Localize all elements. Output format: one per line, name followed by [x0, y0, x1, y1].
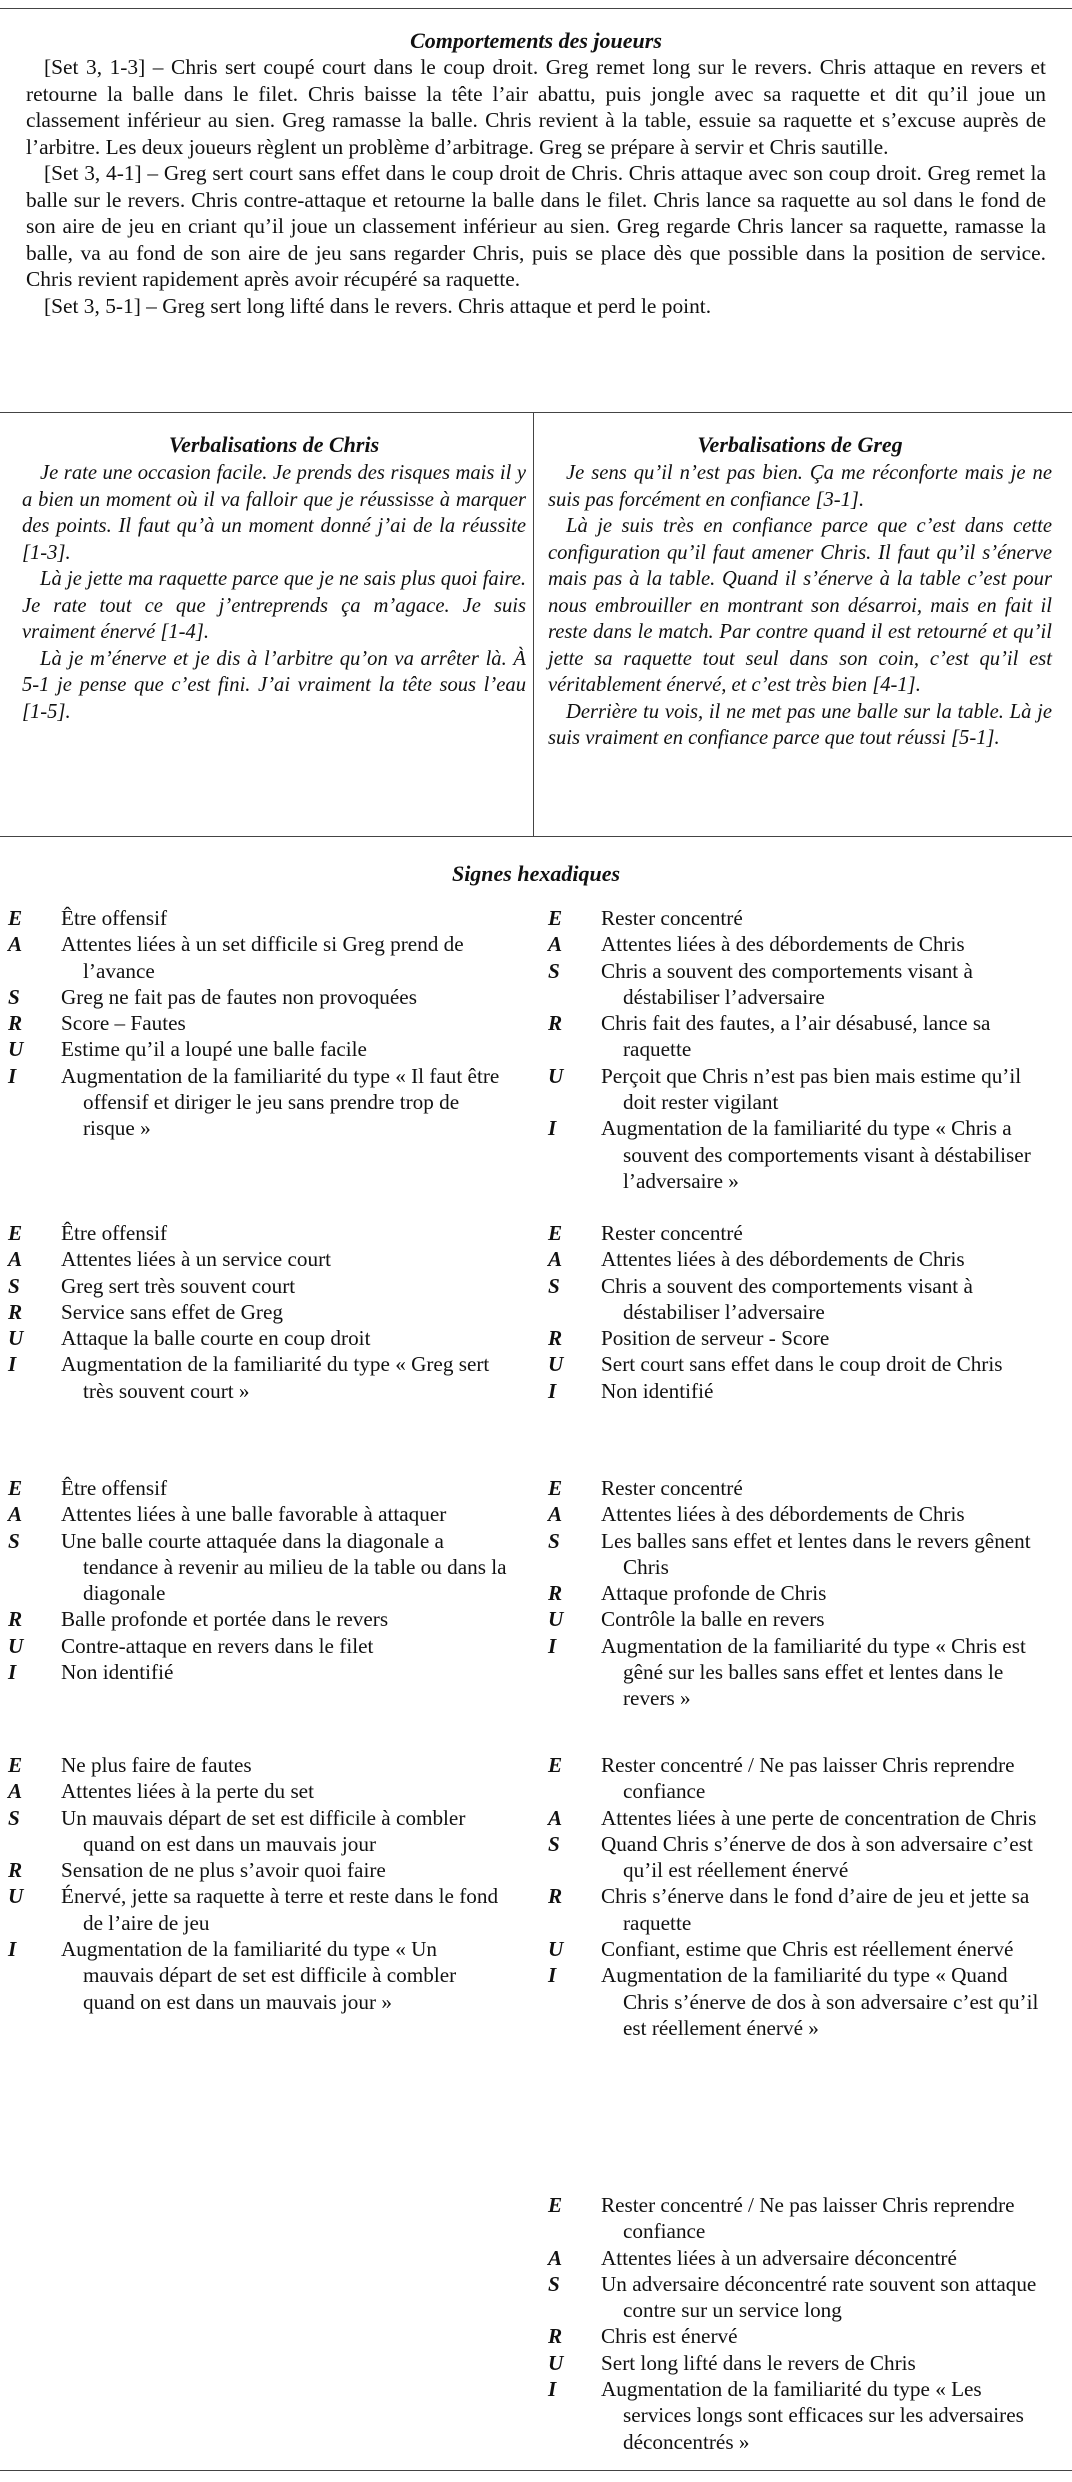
sign-row — [548, 905, 1048, 931]
sign-text: Attentes liées à une perte de concentration de Chris — [601, 1805, 1037, 1830]
sign-text: Contrôle la balle en revers — [601, 1607, 825, 1632]
greg-verbalisations — [548, 432, 1052, 752]
sign-text: Chris a souvent des comportements visant à déstabiliser l’adversaire — [601, 1273, 973, 1324]
sign-row — [8, 1299, 508, 1325]
sign-letter: U — [8, 1037, 24, 1062]
sign-text: Non identifié — [61, 1660, 174, 1685]
sign-letter: E — [548, 1221, 563, 1245]
sign-letter: R — [8, 1299, 23, 1324]
chris-sign-block — [8, 1752, 508, 2015]
signs-section — [0, 861, 1072, 887]
greg-sign-block — [548, 905, 1048, 1194]
chris-sign-block — [8, 1475, 508, 1685]
sign-row — [548, 1962, 1048, 2041]
sign-letter: S — [548, 1831, 560, 1856]
sign-letter: A — [8, 1502, 23, 1527]
sign-row — [548, 1883, 1048, 1936]
sign-letter: A — [8, 1779, 23, 1804]
sign-text: Chris a souvent des comportements visant à déstabiliser l’adversaire — [601, 958, 973, 1009]
sign-text: Augmentation de la familiarité du type « Chris est gêné sur les balles sans effet et lentes dans le revers » — [601, 1633, 1026, 1711]
sign-row — [8, 1936, 508, 2015]
sign-text: Attentes liées à la perte du set — [61, 1779, 314, 1804]
sign-letter: R — [8, 1858, 23, 1883]
sign-letter: S — [8, 1273, 20, 1298]
sign-text: Augmentation de la familiarité du type « Quand Chris s’énerve de dos à son adversaire c’est qu’il est réellement énervé » — [601, 1963, 1039, 2040]
sign-text: Sert court sans effet dans le coup droit de Chris — [601, 1352, 1003, 1377]
chris-verbalisations-title: Verbalisations de Chris — [168, 432, 380, 457]
sign-text: Les balles sans effet et lentes dans le revers gênent Chris — [601, 1528, 1031, 1579]
sign-letter: U — [8, 1884, 24, 1909]
sign-letter: I — [548, 1963, 557, 1988]
sign-letter: E — [548, 1753, 563, 1777]
sign-text: Augmentation de la familiarité du type « Il faut être offensif et diriger le jeu sans prendre trop de risque » — [61, 1063, 500, 1141]
sign-text: Rester concentré / Ne pas laisser Chris reprendre confiance — [601, 1753, 1015, 1804]
sign-row — [548, 1273, 1048, 1326]
sign-row — [548, 2376, 1048, 2455]
sign-letter: U — [548, 1937, 564, 1962]
sign-row — [8, 984, 508, 1010]
sign-row — [8, 1246, 508, 1272]
sign-letter: E — [548, 1476, 563, 1500]
sign-letter: R — [548, 1326, 563, 1351]
sign-text: Attentes liées à un set difficile si Greg prend de l’avance — [61, 932, 464, 983]
sign-letter: I — [8, 1352, 17, 1377]
signs-title: Signes hexadiques — [451, 861, 621, 886]
sign-row — [8, 1273, 508, 1299]
sign-row — [548, 1752, 1048, 1805]
sign-letter: S — [8, 1528, 20, 1553]
sign-letter: E — [8, 1476, 23, 1500]
sign-text: Augmentation de la familiarité du type « Un mauvais départ de set est difficile à combler quand on est dans un mauvais jour » — [61, 1937, 457, 2014]
sign-row — [8, 1883, 508, 1936]
sign-letter: A — [548, 1805, 563, 1830]
verbalisations-section — [0, 412, 1072, 836]
sign-row — [8, 1501, 508, 1527]
sign-letter: A — [8, 1247, 23, 1272]
sign-row — [8, 905, 508, 931]
sign-row — [8, 1805, 508, 1858]
sign-text: Être offensif — [61, 906, 168, 930]
sign-text: Attaque profonde de Chris — [601, 1581, 827, 1606]
chris-verbalisations — [22, 432, 526, 725]
sign-letter: E — [8, 1753, 23, 1777]
sign-letter: E — [8, 1221, 23, 1245]
sign-text: Augmentation de la familiarité du type « Chris a souvent des comportements visant à déstabiliser l’adversaire » — [601, 1116, 1031, 1193]
sign-letter: A — [548, 1247, 563, 1272]
sign-row — [8, 1778, 508, 1804]
sign-row — [8, 1036, 508, 1062]
sign-letter: I — [548, 2377, 557, 2402]
sign-text: Attentes liées à un adversaire déconcentré — [601, 2245, 957, 2270]
sign-text: Greg ne fait pas de fautes non provoquées — [61, 984, 417, 1009]
sign-letter: E — [8, 906, 23, 930]
sign-row — [548, 2271, 1048, 2324]
sign-letter: S — [548, 2271, 560, 2296]
sign-row — [8, 1220, 508, 1246]
sign-row — [548, 2350, 1048, 2376]
sign-letter: I — [548, 1633, 557, 1658]
sign-letter: S — [548, 1528, 560, 1553]
chris-sign-block — [8, 905, 508, 1142]
sign-text: Ne plus faire de fautes — [61, 1753, 252, 1777]
sign-text: Attentes liées à une balle favorable à attaquer — [61, 1502, 447, 1527]
sign-text: Quand Chris s’énerve de dos à son adversaire c’est qu’il est réellement énervé — [601, 1831, 1033, 1883]
greg-verbalisation-paragraph: Là je suis très en confiance parce que c’est dans cette configuration qu’il faut amener Chris. Il faut qu’il s’énerve mais pas à la table. Quand il s’énerve à la table c’est pour nous embrouiller en montrant son désarroi, mais en fait il reste dans le match. Par contre quand il est retourné et qu’il jette sa raquette tout seul dans son coin, c’est qu’il est véritablement énervé, et c’est très bien [4-1]. — [548, 515, 1052, 696]
sign-row — [548, 931, 1048, 957]
sign-letter: A — [8, 932, 23, 957]
sign-text: Service sans effet de Greg — [61, 1299, 283, 1324]
sign-text: Greg sert très souvent court — [61, 1273, 296, 1298]
sign-letter: I — [548, 1116, 557, 1141]
sign-letter: S — [548, 1273, 560, 1298]
sign-letter: I — [548, 1378, 557, 1403]
sign-letter: U — [548, 2350, 564, 2375]
greg-sign-block — [548, 1752, 1048, 2041]
sign-text: Attentes liées à des débordements de Chris — [601, 1502, 965, 1527]
behaviours-title: Comportements des joueurs — [410, 28, 662, 53]
sign-row — [548, 1351, 1048, 1377]
chris-verbalisation-paragraph: Là je m’énerve et je dis à l’arbitre qu’on va arrêter là. À 5-1 je pense que c’est fini. J’ai vraiment la tête sous l’eau [1-5]. — [22, 647, 526, 723]
sign-row — [548, 1606, 1048, 1632]
sign-letter: R — [8, 1011, 23, 1036]
sign-letter: I — [8, 1063, 17, 1088]
sign-row — [548, 1831, 1048, 1884]
chris-sign-block — [8, 1220, 508, 1404]
sign-letter: U — [8, 1633, 24, 1658]
chris-verbalisation-paragraph: Je rate une occasion facile. Je prends des risques mais il y a bien un moment où il va falloir que je réussisse à marquer des points. Il faut qu’à un moment donné j’ai de la réussite [1-3]. — [22, 462, 526, 564]
sign-row — [8, 1752, 508, 1778]
greg-verbalisation-paragraph: Je sens qu’il n’est pas bien. Ça me réconforte mais je ne suis pas forcément en confiance [3-1]. — [548, 462, 1052, 511]
sign-row — [548, 2323, 1048, 2349]
sign-text: Estime qu’il a loupé une balle facile — [61, 1037, 367, 1062]
sign-row — [8, 1659, 508, 1685]
sign-row — [8, 1857, 508, 1883]
greg-verbalisation-paragraph: Derrière tu vois, il ne met pas une balle sur la table. Là je suis vraiment en confiance parce que tout réussi [5-1]. — [548, 700, 1052, 749]
sign-text: Un adversaire déconcentré rate souvent son attaque contre sur un service long — [601, 2271, 1037, 2323]
sign-row — [8, 1633, 508, 1659]
sign-letter: S — [8, 1805, 20, 1830]
sign-letter: S — [548, 958, 560, 983]
sign-letter: A — [548, 1502, 563, 1527]
rule-below-verbalisations — [0, 836, 1072, 837]
sign-text: Sensation de ne plus s’avoir quoi faire — [61, 1858, 386, 1883]
sign-row — [8, 1063, 508, 1142]
sign-row — [548, 1063, 1048, 1116]
sign-text: Augmentation de la familiarité du type « Les services longs sont efficaces sur les adversaires déconcentrés » — [601, 2377, 1024, 2454]
sign-text: Attentes liées à des débordements de Chris — [601, 1247, 965, 1272]
sign-row — [548, 1220, 1048, 1246]
sign-letter: A — [548, 2245, 563, 2270]
sign-text: Rester concentré — [601, 906, 743, 930]
sign-row — [548, 2192, 1048, 2245]
behaviour-paragraph: [Set 3, 5-1] – Greg sert long lifté dans le revers. Chris attaque et perd le point. — [44, 293, 712, 318]
sign-row — [548, 1115, 1048, 1194]
sign-text: Attentes liées à des débordements de Chris — [601, 932, 965, 957]
chris-verbalisation-paragraph: Là je jette ma raquette parce que je ne sais plus quoi faire. Je rate tout ce que j’entreprends ça m’agace. Je suis vraiment énervé [1-4]. — [22, 568, 526, 643]
sign-letter: I — [8, 1937, 17, 1962]
sign-text: Augmentation de la familiarité du type « Greg sert très souvent court » — [61, 1352, 490, 1403]
sign-letter: U — [548, 1063, 564, 1088]
behaviour-paragraph: [Set 3, 4-1] – Greg sert court sans effet dans le coup droit de Chris. Chris attaque avec son coup droit. Greg remet la balle sur le revers. Chris contre-attaque et retourne la balle dans le filet. Chris lance sa raquette au sol dans le fond de son aire de jeu en criant qu’il joue un classement inférieur au sien. Greg regarde Chris lancer sa raquette, ramasse la balle, va au fond de son aire de jeu sans regarder Chris, puis se place dès que possible dans la position de service. Chris revient rapidement après avoir récupéré sa raquette. — [26, 161, 1046, 291]
sign-text: Non identifié — [601, 1378, 714, 1403]
sign-row — [8, 1351, 508, 1404]
sign-text: Énervé, jette sa raquette à terre et reste dans le fond de l’aire de jeu — [61, 1884, 499, 1935]
sign-row — [548, 1010, 1048, 1063]
sign-text: Une balle courte attaquée dans la diagonale a tendance à revenir au milieu de la table ou dans la diagonale — [61, 1528, 507, 1606]
greg-verbalisations-title: Verbalisations de Greg — [697, 432, 903, 457]
sign-text: Contre-attaque en revers dans le filet — [61, 1633, 374, 1658]
sign-letter: S — [8, 984, 20, 1009]
sign-letter: A — [548, 932, 563, 957]
sign-text: Rester concentré — [601, 1221, 743, 1245]
greg-sign-block — [548, 2192, 1048, 2455]
sign-row — [8, 1475, 508, 1501]
sign-text: Chris s’énerve dans le fond d’aire de jeu et jette sa raquette — [601, 1884, 1030, 1935]
sign-row — [548, 1501, 1048, 1527]
sign-letter: R — [548, 1884, 563, 1909]
sign-letter: U — [8, 1326, 24, 1351]
sign-row — [548, 1378, 1048, 1404]
sign-text: Un mauvais départ de set est difficile à combler quand on est dans un mauvais jour — [61, 1805, 466, 1856]
sign-row — [548, 1246, 1048, 1272]
behaviours-section — [26, 28, 1046, 319]
sign-text: Confiant, estime que Chris est réellement énervé — [601, 1937, 1014, 1962]
sign-letter: U — [548, 1352, 564, 1377]
behaviour-paragraph: [Set 3, 1-3] – Chris sert coupé court dans le coup droit. Greg remet long sur le revers. Chris attaque en revers et retourne la balle dans le filet. Chris baisse la tête l’air abattu, puis jongle avec sa raquette et dit qu’il joue un classement inférieur au sien. Greg ramasse la balle. Chris revient à la table, essuie sa raquette et s’excuse auprès de l’arbitre. Les deux joueurs règlent un problème d’arbitrage. Greg se prépare à servir et Chris sautille. — [26, 55, 1046, 159]
sign-row — [548, 1475, 1048, 1501]
sign-row — [548, 1528, 1048, 1581]
sign-text: Position de serveur - Score — [601, 1326, 830, 1351]
sign-text: Attaque la balle courte en coup droit — [61, 1326, 371, 1351]
sign-text: Chris fait des fautes, a l’air désabusé, lance sa raquette — [601, 1011, 991, 1062]
sign-text: Rester concentré / Ne pas laisser Chris reprendre confiance — [601, 2193, 1015, 2244]
sign-row — [548, 1936, 1048, 1962]
sign-letter: R — [548, 1011, 563, 1036]
sign-row — [8, 1325, 508, 1351]
sign-letter: R — [548, 1581, 563, 1606]
bottom-rule — [0, 2470, 1072, 2471]
sign-letter: E — [548, 2193, 563, 2217]
sign-row — [548, 1325, 1048, 1351]
sign-letter: I — [8, 1660, 17, 1685]
sign-text: Chris est énervé — [601, 2324, 738, 2349]
sign-text: Sert long lifté dans le revers de Chris — [601, 2350, 916, 2375]
sign-letter: E — [548, 906, 563, 930]
sign-letter: U — [548, 1607, 564, 1632]
sign-text: Perçoit que Chris n’est pas bien mais estime qu’il doit rester vigilant — [601, 1063, 1022, 1115]
sign-text: Attentes liées à un service court — [61, 1247, 332, 1272]
sign-row — [548, 1805, 1048, 1831]
sign-row — [8, 1606, 508, 1632]
sign-row — [8, 1528, 508, 1607]
sign-row — [548, 958, 1048, 1011]
sign-letter: R — [8, 1607, 23, 1632]
greg-sign-block — [548, 1220, 1048, 1404]
column-divider — [533, 412, 534, 836]
sign-row — [548, 2245, 1048, 2271]
greg-sign-block — [548, 1475, 1048, 1712]
sign-text: Rester concentré — [601, 1476, 743, 1500]
sign-row — [548, 1633, 1048, 1712]
sign-row — [548, 1580, 1048, 1606]
sign-text: Score – Fautes — [61, 1011, 186, 1036]
sign-letter: R — [548, 2324, 563, 2349]
sign-text: Être offensif — [61, 1476, 168, 1500]
sign-row — [8, 1010, 508, 1036]
sign-text: Balle profonde et portée dans le revers — [61, 1607, 389, 1632]
sign-row — [8, 931, 508, 984]
sign-text: Être offensif — [61, 1221, 168, 1245]
top-rule — [0, 8, 1072, 9]
